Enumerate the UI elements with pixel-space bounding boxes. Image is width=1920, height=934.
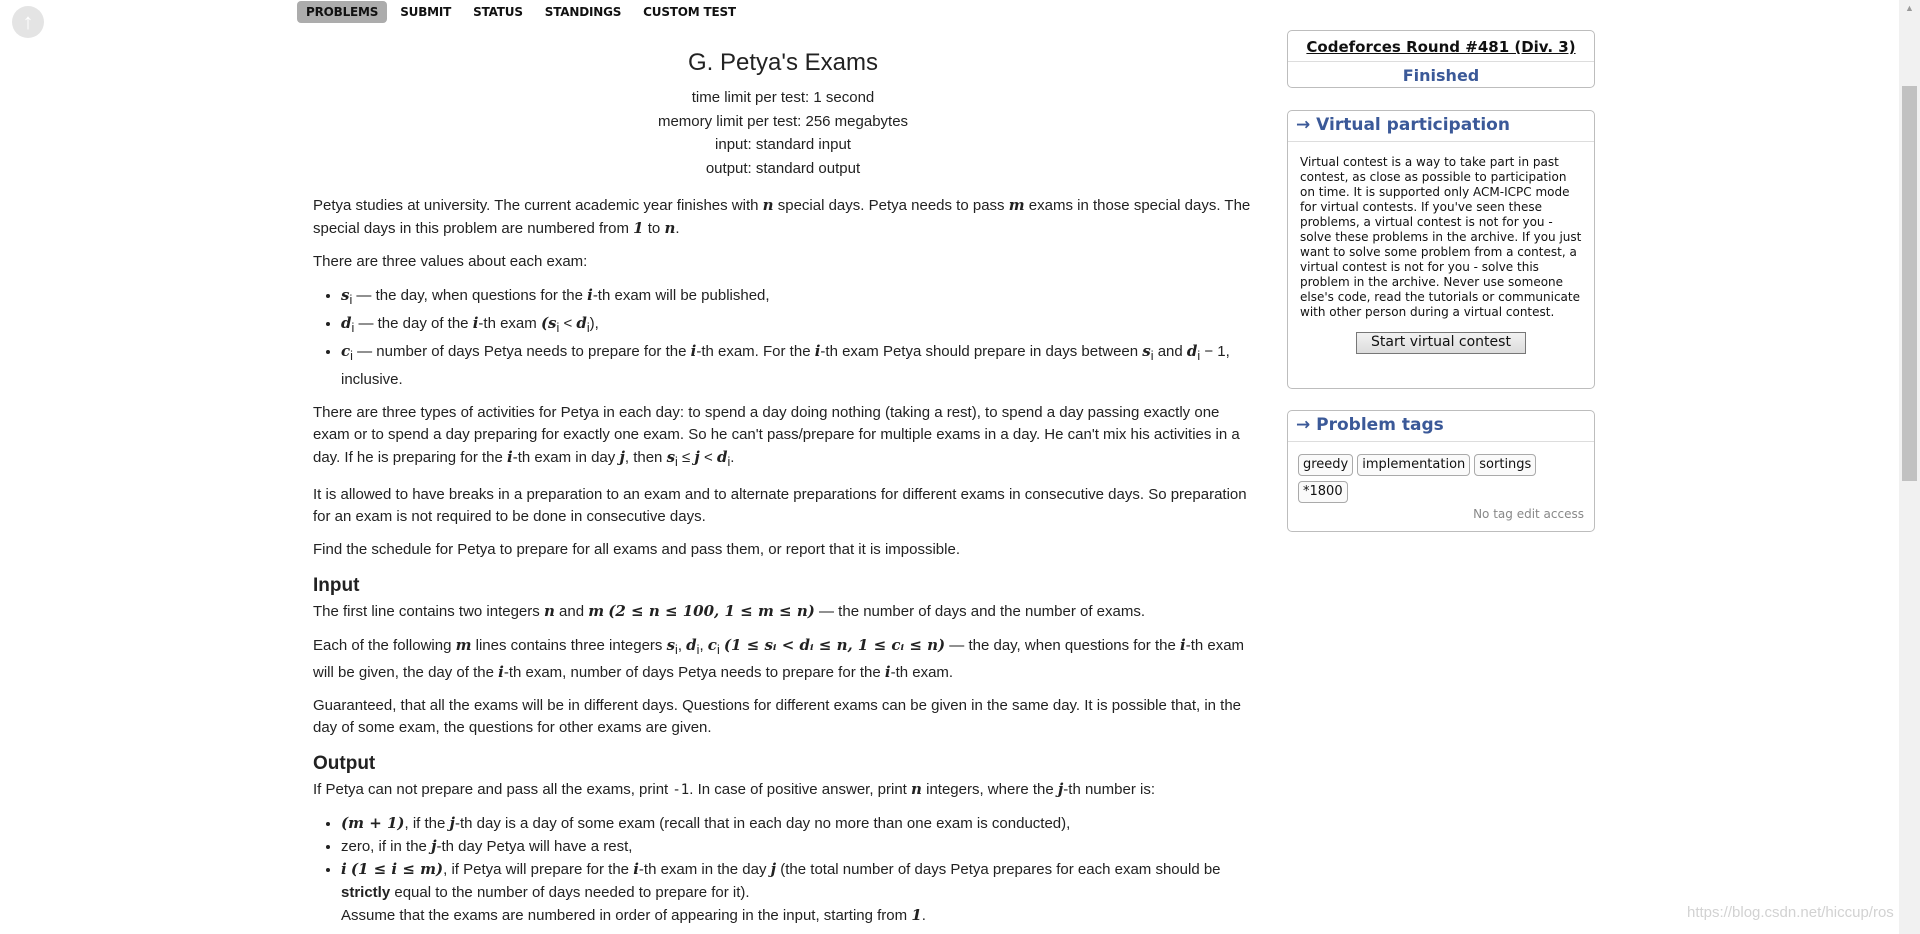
virtual-participation-text: Virtual contest is a way to take part in past contest, as close as possible to participation on time. It is supported only ACM-ICPC mode for virtual contests. If you've seen these problems, a virtual contest is not for you - solve these problems in the archive. If you just want to solve some problem from a contest, a virtual contest is not for you - solve this problem in the archive. Never use someone else's code, read the tutorials or communicate with other person during a virtual contest. — [1300, 155, 1582, 319]
tag-difficulty[interactable]: *1800 — [1298, 481, 1348, 503]
exam-values-list — [313, 284, 1253, 391]
contest-status-box — [1287, 30, 1595, 88]
memory-limit: memory limit per test: 256 megabytes — [657, 112, 909, 130]
legend-paragraph-5: Find the schedule for Petya to prepare for all exams and pass them, or report that it is impossible. — [313, 541, 960, 558]
list-item: • i (1 ≤ i ≤ m), if Petya will prepare for the i-th exam in the day j (the total number of days Petya prepares for each exam should be strictly equal to the number of days needed to prepare for it). Assume that the exams are numbered in order of appearing in the input, starting from 1. — [341, 858, 1253, 927]
nav-standings[interactable]: STANDINGS — [544, 5, 622, 19]
problem-statement — [313, 48, 1253, 927]
list-item: • zero, if in the j-th day Petya will have a rest, — [341, 835, 1253, 858]
watermark: https://blog.csdn.net/hiccup/ros — [1687, 904, 1894, 921]
problem-nav — [297, 1, 745, 23]
output-file: output: standard output — [705, 159, 861, 177]
input-paragraph-1: The first line contains two integers n and m (2 ≤ n ≤ 100, 1 ≤ m ≤ n) — the number of days and the number of exams. — [313, 602, 1146, 620]
problem-tags-box — [1287, 410, 1595, 532]
virtual-participation-caption: → Virtual participation — [1288, 111, 1594, 142]
input-paragraph-3: Guaranteed, that all the exams will be in different days. Questions for different exams can be given in the same day. It is possible that, in the day of some exam, the questions for other exams are given. — [313, 697, 1242, 736]
tag-list — [1288, 442, 1594, 503]
nav-status[interactable]: STATUS — [473, 5, 523, 19]
virtual-participation-box — [1287, 110, 1595, 389]
input-file: input: standard input — [715, 136, 851, 153]
output-paragraph-1: If Petya can not prepare and pass all the exams, print -1. In case of positive answer, print n integers, where the j-th number is: — [313, 780, 1155, 798]
contest-state: Finished — [1288, 61, 1594, 89]
no-tag-edit-access: No tag edit access — [1473, 507, 1584, 521]
output-section-title: Output — [313, 753, 376, 774]
list-item: • $d_i$ — the day of the i-th exam $(s_i < d_i)$, — [341, 312, 1253, 340]
input-section-title: Input — [313, 575, 360, 596]
list-item: • $s_i$ — the day, when questions for the i-th exam will be published, — [341, 284, 1253, 312]
scroll-to-top-icon[interactable]: ↑ — [12, 6, 44, 38]
time-limit: time limit per test: 1 second — [691, 89, 875, 106]
tag-implementation[interactable]: implementation — [1357, 454, 1470, 476]
legend-paragraph-4: It is allowed to have breaks in a preparation to an exam and to alternate preparations for different exams in consecutive days. So preparation for an exam is not required to be done in consecutive days. — [313, 486, 1247, 525]
output-rules-list — [313, 812, 1253, 927]
page-scrollbar[interactable] — [1899, 0, 1920, 934]
list-item: • $c_i$ — number of days Petya needs to prepare for the i-th exam. For the i-th exam Petya should prepare in days between $s_i$ and $d_i - 1$, inclusive. — [341, 340, 1253, 391]
start-virtual-contest-button[interactable]: Start virtual contest — [1356, 332, 1526, 354]
list-item: • (m + 1), if the j-th day is a day of some exam (recall that in each day no more than one exam is conducted), — [341, 812, 1253, 835]
tag-sortings[interactable]: sortings — [1474, 454, 1536, 476]
nav-submit[interactable]: SUBMIT — [400, 5, 452, 19]
legend-paragraph-1: Petya studies at university. The current academic year finishes with n special days. Petya needs to pass m exams in those special days. The special days in this problem are numbered from 1 to n. — [313, 196, 1251, 237]
nav-problems[interactable]: PROBLEMS — [297, 1, 387, 23]
tag-greedy[interactable]: greedy — [1298, 454, 1353, 476]
scroll-up-arrow-icon[interactable]: ▲ — [1905, 3, 1914, 13]
nav-custom-test[interactable]: CUSTOM TEST — [643, 5, 736, 19]
problem-tags-caption: → Problem tags — [1288, 411, 1594, 442]
contest-name-link[interactable]: Codeforces Round #481 (Div. 3) — [1306, 38, 1576, 56]
scrollbar-thumb[interactable] — [1902, 86, 1917, 481]
problem-title: G. Petya's Exams — [688, 49, 878, 76]
legend-paragraph-2: There are three values about each exam: — [313, 253, 588, 270]
input-paragraph-2: Each of the following m lines contains three integers $s_i$, $d_i$, $c_i$ (1 ≤ sᵢ < dᵢ ≤ n, 1 ≤ cᵢ ≤ n) — the day, when questions for the i-th exam will be given, the day of the i-th exam, number of days Petya needs to prepare for the i-th exam. — [313, 636, 1245, 681]
legend-paragraph-3: There are three types of activities for Petya in each day: to spend a day doing nothing (taking a rest), to spend a day passing exactly one exam or to spend a day preparing for exactly one exam. So he can't pass/prepare for multiple exams in a day. He can't mix his activities in a day. If he is preparing for the i-th exam in day j, then $s_i \le j < d_i$. — [313, 404, 1240, 469]
